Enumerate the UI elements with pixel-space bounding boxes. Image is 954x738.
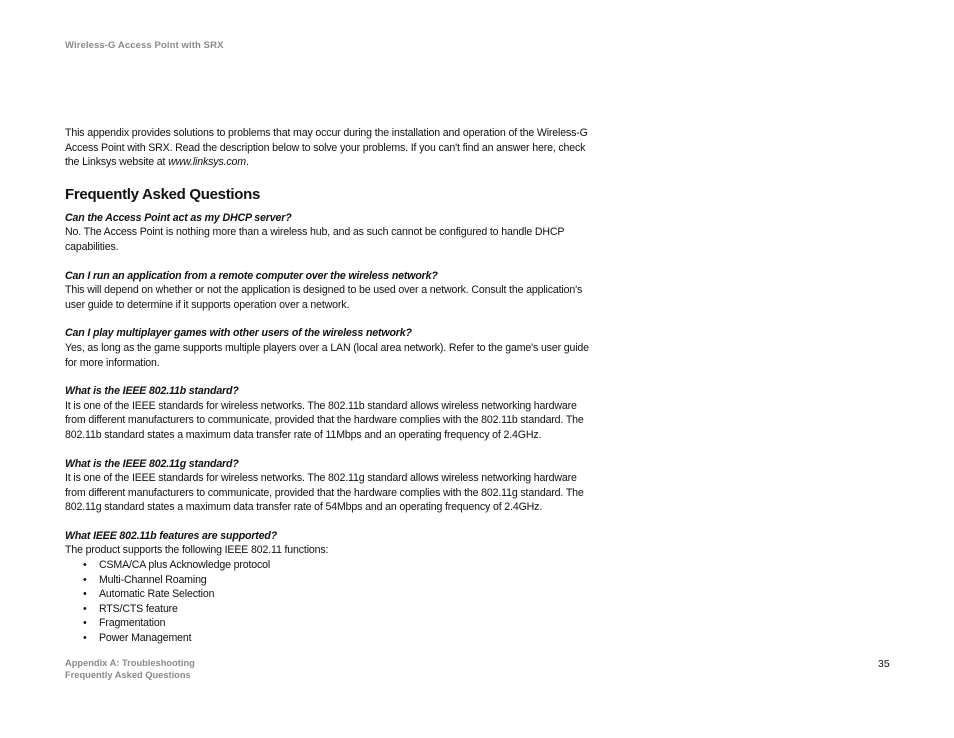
faq-question: Can I run an application from a remote computer over the wireless network? [65, 269, 438, 282]
list-item [83, 587, 593, 602]
faq-question: What IEEE 802.11b features are supported? [65, 529, 278, 542]
bullet-icon: • [83, 632, 87, 645]
intro-paragraph [65, 126, 593, 170]
list-item-text: Power Management [99, 632, 192, 645]
faq-item [65, 384, 593, 442]
faq-answer: It is one of the IEEE standards for wireless networks. The 802.11g standard allows wireless networking hardware from different manufacturers to communicate, provided that the hardware complies with the 802.11g standard. The 802.11g standard states a maximum data transfer rate of 54Mbps and an operating frequency of 2.4GHz. [65, 472, 584, 514]
list-item [83, 616, 593, 631]
faq-item [65, 529, 593, 646]
faq-question: Can I play multiplayer games with other users of the wireless network? [65, 327, 412, 340]
list-item [83, 573, 593, 588]
linksys-website-link[interactable]: www.linksys.com [168, 156, 246, 169]
list-item [83, 558, 593, 573]
running-footer [65, 657, 195, 681]
bullet-icon: • [83, 617, 87, 630]
list-item [83, 631, 593, 646]
footer-section: Frequently Asked Questions [65, 670, 191, 680]
list-item [83, 602, 593, 617]
bullet-icon: • [83, 573, 87, 586]
footer-chapter: Appendix A: Troubleshooting [65, 658, 195, 668]
faq-answer: No. The Access Point is nothing more than a wireless hub, and as such cannot be configured to handle DHCP capabilities. [65, 226, 565, 253]
list-item-text: Fragmentation [99, 617, 166, 630]
faq-question: Can the Access Point act as my DHCP server? [65, 211, 292, 224]
bullet-icon: • [83, 588, 87, 601]
faq-item [65, 326, 593, 370]
faq-item [65, 457, 593, 515]
faq-item [65, 269, 593, 313]
faq-answer: Yes, as long as the game supports multiple players over a LAN (local area network). Refer to the game's user guide for more information. [65, 341, 589, 369]
faq-item [65, 211, 593, 255]
faq-answer: It is one of the IEEE standards for wireless networks. The 802.11b standard allows wireless networking hardware from different manufacturers to communicate, provided that the hardware complies with the 802.11b standard. The 802.11b standard states a maximum data transfer rate of 11Mbps and an operating frequency of 2.4GHz. [65, 399, 584, 441]
bullet-icon: • [83, 559, 87, 572]
bullet-icon: • [83, 602, 87, 615]
running-header: Wireless-G Access Point with SRX [65, 40, 224, 51]
page-content [65, 126, 593, 646]
list-item-text: RTS/CTS feature [99, 602, 178, 615]
faq-answer: The product supports the following IEEE 802.11 functions: [65, 544, 329, 557]
section-title: Frequently Asked Questions [65, 185, 261, 203]
intro-end: . [245, 156, 249, 169]
list-item-text: CSMA/CA plus Acknowledge protocol [99, 559, 271, 572]
list-item-text: Automatic Rate Selection [99, 588, 215, 601]
intro-text: This appendix provides solutions to problems that may occur during the installation and operation of the Wireless-G Access Point with SRX. Read the description below to solve your problems. If you can't find an answer here, check the Linksys website at [65, 127, 588, 169]
feature-list [65, 558, 593, 646]
faq-question: What is the IEEE 802.11g standard? [65, 457, 239, 470]
page-number: 35 [878, 658, 890, 670]
faq-question: What is the IEEE 802.11b standard? [65, 385, 239, 398]
list-item-text: Multi-Channel Roaming [99, 573, 207, 586]
faq-answer: This will depend on whether or not the application is designed to be used over a network. Consult the application's user guide to determine if it supports operation over a network. [65, 284, 583, 311]
